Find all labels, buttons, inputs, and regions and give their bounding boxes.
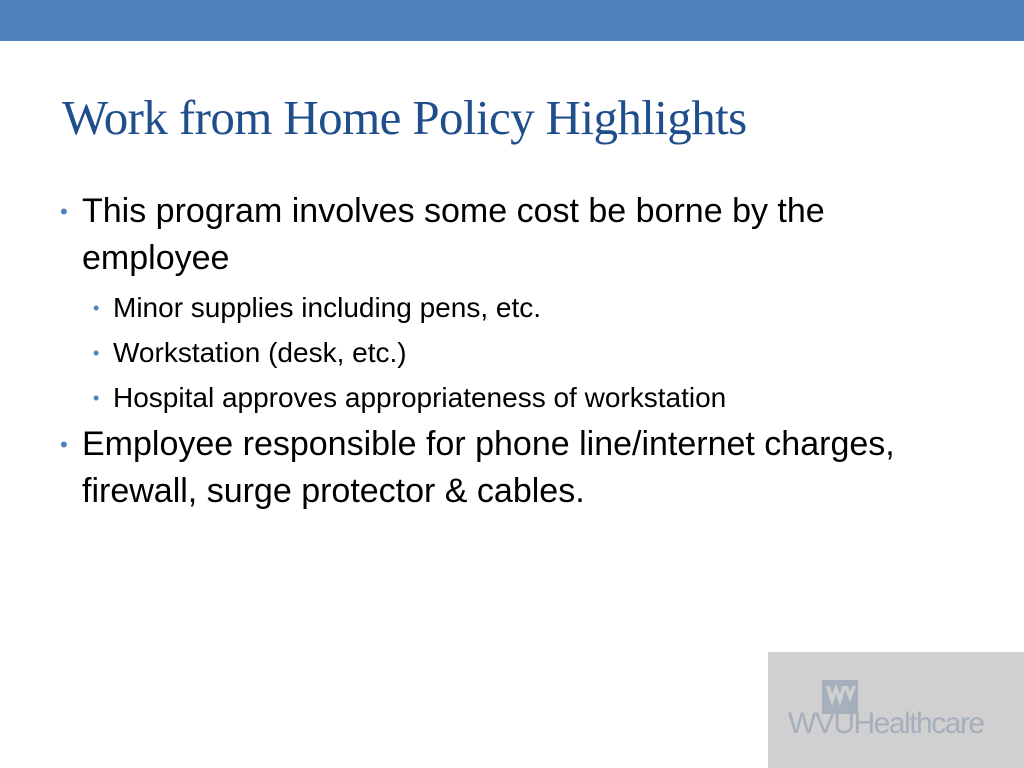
- sub-bullet-text: Minor supplies including pens, etc.: [113, 292, 542, 323]
- bullet-dot-icon: •: [93, 343, 100, 363]
- sub-bullet-text: Workstation (desk, etc.): [113, 337, 407, 368]
- bullet-dot-icon: •: [60, 199, 68, 224]
- sub-bullet-item: [60, 289, 980, 327]
- sub-bullet-item: [60, 379, 980, 417]
- sub-bullet-text: Hospital approves appropriateness of workstation: [113, 382, 727, 413]
- slide-body: [60, 188, 980, 515]
- bullet-text: Employee responsible for phone line/internet charges, firewall, surge protector & cables.: [82, 425, 895, 510]
- wvu-healthcare-logo: [768, 652, 1024, 768]
- bullet-dot-icon: •: [93, 298, 100, 318]
- slide-title: Work from Home Policy Highlights: [62, 90, 747, 145]
- bullet-item: [60, 188, 980, 282]
- top-accent-bar: [0, 0, 1024, 41]
- bullet-dot-icon: •: [93, 388, 100, 408]
- bullet-text: This program involves some cost be borne by the employee: [82, 192, 825, 277]
- logo-text: WVUHealthcare: [788, 707, 984, 740]
- sub-bullet-item: [60, 334, 980, 372]
- bullet-item: [60, 421, 980, 515]
- bullet-dot-icon: •: [60, 432, 68, 457]
